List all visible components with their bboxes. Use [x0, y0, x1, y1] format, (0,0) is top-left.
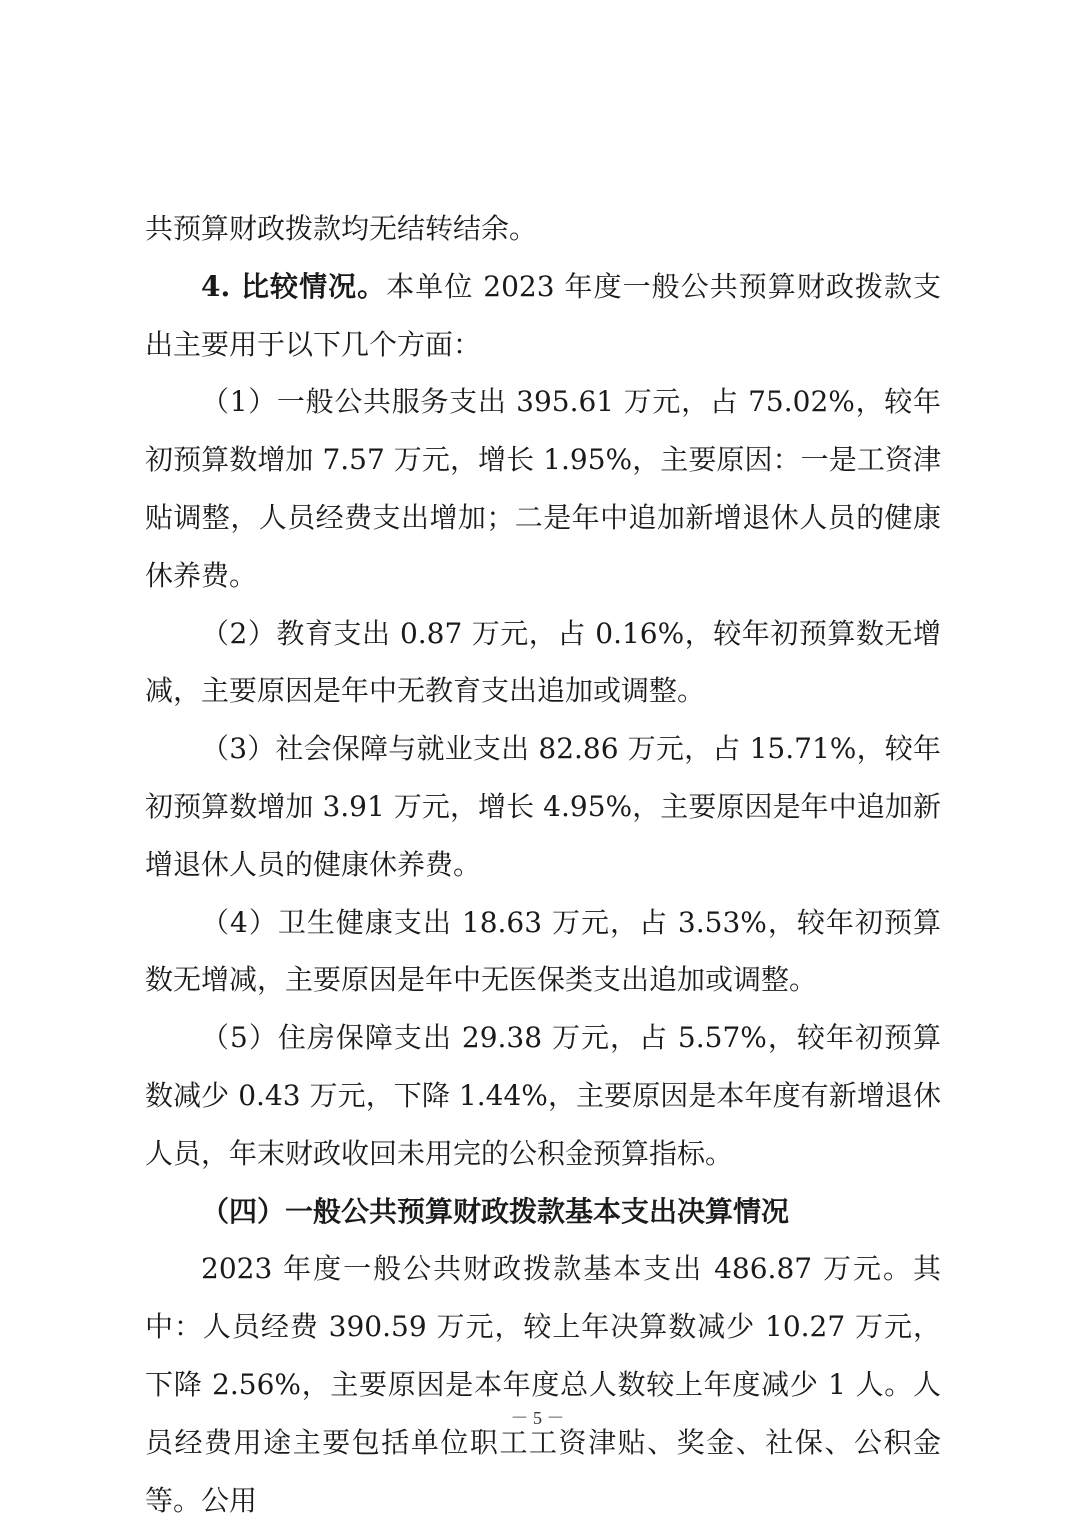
paragraph-basic-expenditure: 2023 年度一般公共财政拨款基本支出 486.87 万元。其中：人员经费 390.59 万元，较上年决算数减少 10.27 万元，下降 2.56%，主要原因是本年度总人数较上年度减少 1 人。人员经费用途主要包括单位职工工资津贴、奖金、社保、公积金等。公用: [145, 1252, 941, 1517]
paragraph-item-4: （4）卫生健康支出 18.63 万元，占 3.53%，较年初预算数无增减，主要原因是年中无医保类支出追加或调整。: [145, 905, 941, 997]
paragraph-item-3: （3）社会保障与就业支出 82.86 万元，占 15.71%，较年初预算数增加 3.91 万元，增长 4.95%，主要原因是年中追加新增退休人员的健康休养费。: [145, 732, 941, 881]
body-text: [145, 200, 941, 1529]
paragraph-comparison: [145, 258, 941, 374]
page-number: － 5 －: [510, 1408, 565, 1428]
section-label: 4. 比较情况。: [201, 269, 387, 303]
section-heading: （四）一般公共预算财政拨款基本支出决算情况: [201, 1194, 790, 1228]
paragraph-item-5: （5）住房保障支出 29.38 万元，占 5.57%，较年初预算数减少 0.43 万元，下降 1.44%，主要原因是本年度有新增退休人员，年末财政收回未用完的公积金预算指标。: [145, 1021, 941, 1170]
paragraph-item-1: （1）一般公共服务支出 395.61 万元，占 75.02%，较年初预算数增加 7.57 万元，增长 1.95%，主要原因：一是工资津贴调整，人员经费支出增加；二是年中追加新增退休人员的健康休养费。: [145, 385, 941, 592]
paragraph-continuation: 共预算财政拨款均无结转结余。: [145, 212, 538, 245]
section-intro: 本单位 2023 年度一般公共预算财政拨款支出主要用于以下几个方面：: [145, 269, 941, 361]
paragraph-item-2: （2）教育支出 0.87 万元，占 0.16%，较年初预算数无增减，主要原因是年中无教育支出追加或调整。: [145, 616, 941, 708]
